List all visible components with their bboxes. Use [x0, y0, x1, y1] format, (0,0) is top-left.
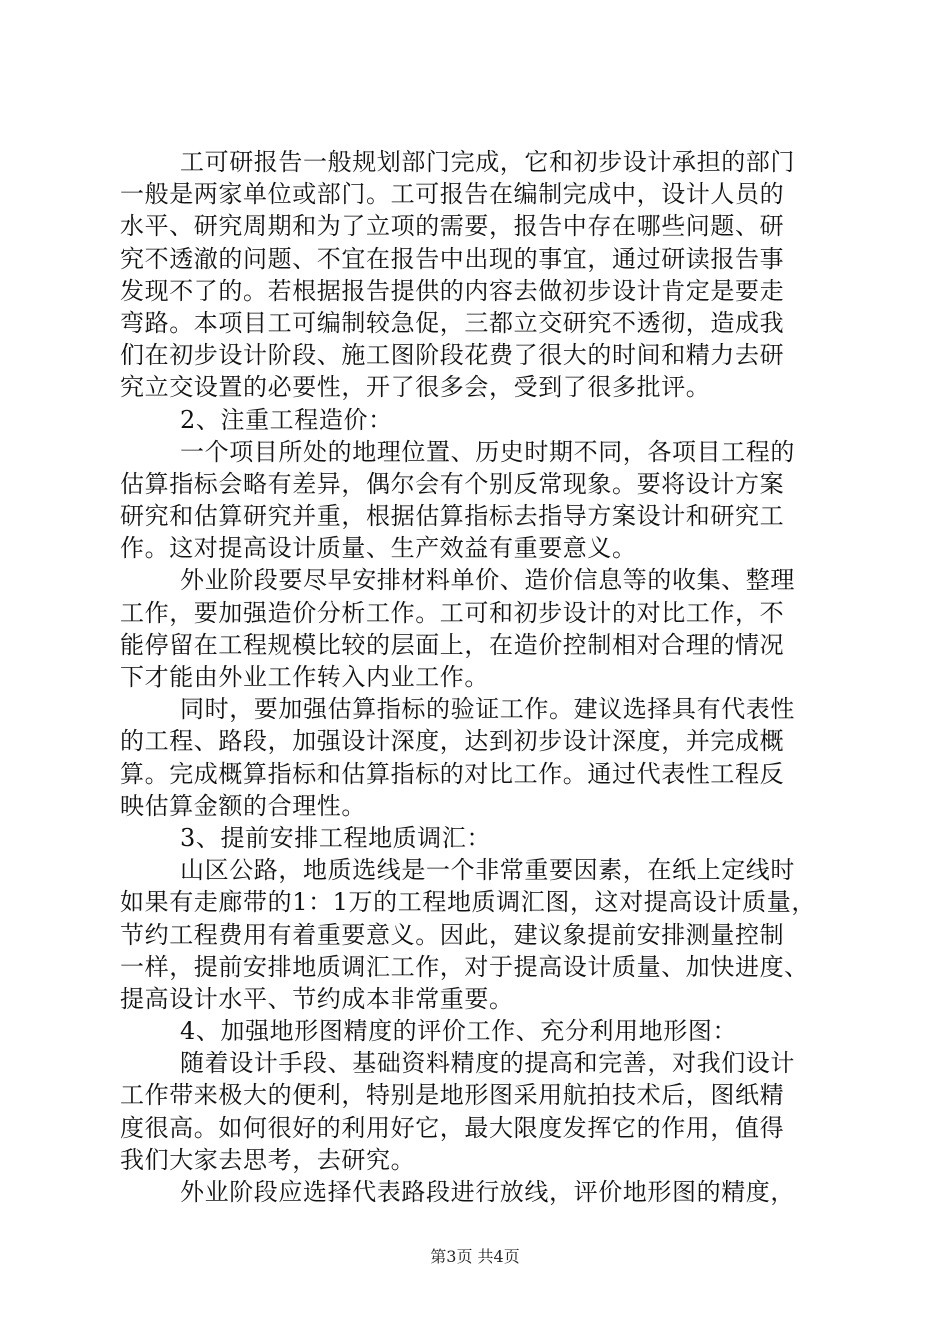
text-line: 作。这对提高设计质量、生产效益有重要意义。: [120, 534, 637, 563]
text-line: 4、加强地形图精度的评价工作、充分利用地形图：: [180, 1017, 738, 1046]
text-line: 一个项目所处的地理位置、历史时期不同，各项目工程的: [180, 437, 795, 466]
text-line: 估算指标会略有差异，偶尔会有个别反常现象。要将设计方案: [120, 469, 785, 498]
document-body: [120, 146, 840, 1208]
text-line: 节约工程费用有着重要意义。因此，建议象提前安排测量控制: [120, 920, 785, 949]
text-line: 工作，要加强造价分析工作。工可和初步设计的对比工作，不: [120, 598, 785, 627]
text-line: 提高设计水平、节约成本非常重要。: [120, 984, 514, 1013]
text-line: 如果有走廊带的1：1万的工程地质调汇图，这对提高设计质量，: [120, 888, 816, 917]
text-line: 2、注重工程造价：: [180, 405, 393, 434]
text-line: 外业阶段应选择代表路段进行放线，评价地形图的精度，: [180, 1178, 795, 1206]
text-line: 发现不了的。若根据报告提供的内容去做初步设计肯定是要走: [120, 276, 785, 305]
text-line: 弯路。本项目工可编制较急促，三都立交研究不透彻，造成我: [120, 308, 785, 337]
text-line: 我们大家去思考，去研究。: [120, 1145, 416, 1174]
text-line: 随着设计手段、基础资料精度的提高和完善，对我们设计: [180, 1049, 795, 1078]
text-line: 工作带来极大的便利，特别是地形图采用航拍技术后，图纸精: [120, 1081, 785, 1110]
text-line: 水平、研究周期和为了立项的需要，报告中存在哪些问题、研: [120, 212, 785, 241]
text-line: 工可研报告一般规划部门完成，它和初步设计承担的部门: [180, 148, 795, 176]
text-line: 山区公路，地质选线是一个非常重要因素，在纸上定线时: [180, 856, 795, 885]
text-line: 一样，提前安排地质调汇工作，对于提高设计质量、加快进度、: [120, 952, 809, 981]
text-line: 度很高。如何很好的利用好它，最大限度发挥它的作用，值得: [120, 1113, 785, 1142]
text-line: 研究和估算研究并重，根据估算指标去指导方案设计和研究工: [120, 502, 785, 531]
text-line: 3、提前安排工程地质调汇：: [180, 823, 492, 852]
page-footer: 第3页 共4页: [430, 1247, 520, 1266]
text-line: 同时，要加强估算指标的验证工作。建议选择具有代表性: [180, 695, 795, 724]
text-line: 们在初步设计阶段、施工图阶段花费了很大的时间和精力去研: [120, 341, 785, 370]
text-line: 究不透澈的问题、不宜在报告中出现的事宜，通过研读报告事: [120, 244, 785, 273]
text-line: 外业阶段要尽早安排材料单价、造价信息等的收集、整理: [180, 566, 795, 595]
text-line: 算。完成概算指标和估算指标的对比工作。通过代表性工程反: [120, 759, 785, 788]
text-line: 究立交设置的必要性，开了很多会，受到了很多批评。: [120, 373, 711, 402]
text-line: 下才能由外业工作转入内业工作。: [120, 663, 489, 691]
text-line: 的工程、路段，加强设计深度，达到初步设计深度，并完成概: [120, 727, 785, 756]
text-line: 能停留在工程规模比较的层面上，在造价控制相对合理的情况: [120, 630, 785, 659]
text-line: 映估算金额的合理性。: [120, 791, 366, 820]
text-line: 一般是两家单位或部门。工可报告在编制完成中，设计人员的: [120, 180, 785, 209]
